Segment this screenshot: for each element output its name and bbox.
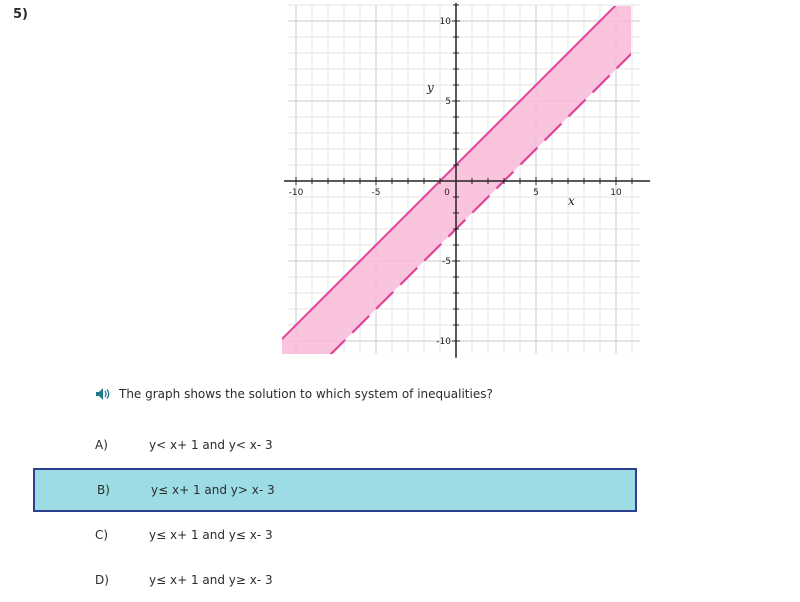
choice-b-text: y≤ x+ 1 and y> x- 3 (151, 483, 275, 497)
x-axis-label: x (568, 194, 575, 208)
choice-c-text: y≤ x+ 1 and y≤ x- 3 (149, 528, 273, 542)
x-tick-label: -10 (288, 188, 304, 198)
prompt-text: The graph shows the solution to which system of inequalities? (119, 387, 493, 401)
y-axis-label: y (427, 80, 434, 95)
choice-d[interactable] (33, 558, 637, 602)
choice-b-letter: B) (97, 483, 110, 497)
x-tick-label: 0 (444, 188, 450, 198)
solution-region (256, 0, 672, 370)
choice-c[interactable] (33, 513, 637, 557)
choice-a-letter: A) (95, 438, 108, 452)
x-tick-label: 5 (533, 188, 539, 198)
y-tick-label: -5 (442, 257, 451, 267)
choice-a[interactable] (33, 423, 637, 467)
x-tick-label: -5 (371, 188, 381, 198)
choice-a-text: y< x+ 1 and y< x- 3 (149, 438, 273, 452)
speaker-icon[interactable] (95, 387, 113, 401)
x-tick-label: 10 (610, 188, 622, 198)
y-tick-label: 10 (439, 17, 451, 27)
question-prompt (95, 387, 493, 401)
y-tick-label: 5 (445, 97, 451, 107)
shaded-band (256, 0, 672, 370)
choice-b[interactable] (33, 468, 637, 512)
question-number: 5) (13, 7, 28, 22)
y-tick-label: -10 (436, 337, 451, 347)
choice-d-text: y≤ x+ 1 and y≥ x- 3 (149, 573, 273, 587)
choice-c-letter: C) (95, 528, 109, 542)
choice-d-letter: D) (95, 573, 109, 587)
